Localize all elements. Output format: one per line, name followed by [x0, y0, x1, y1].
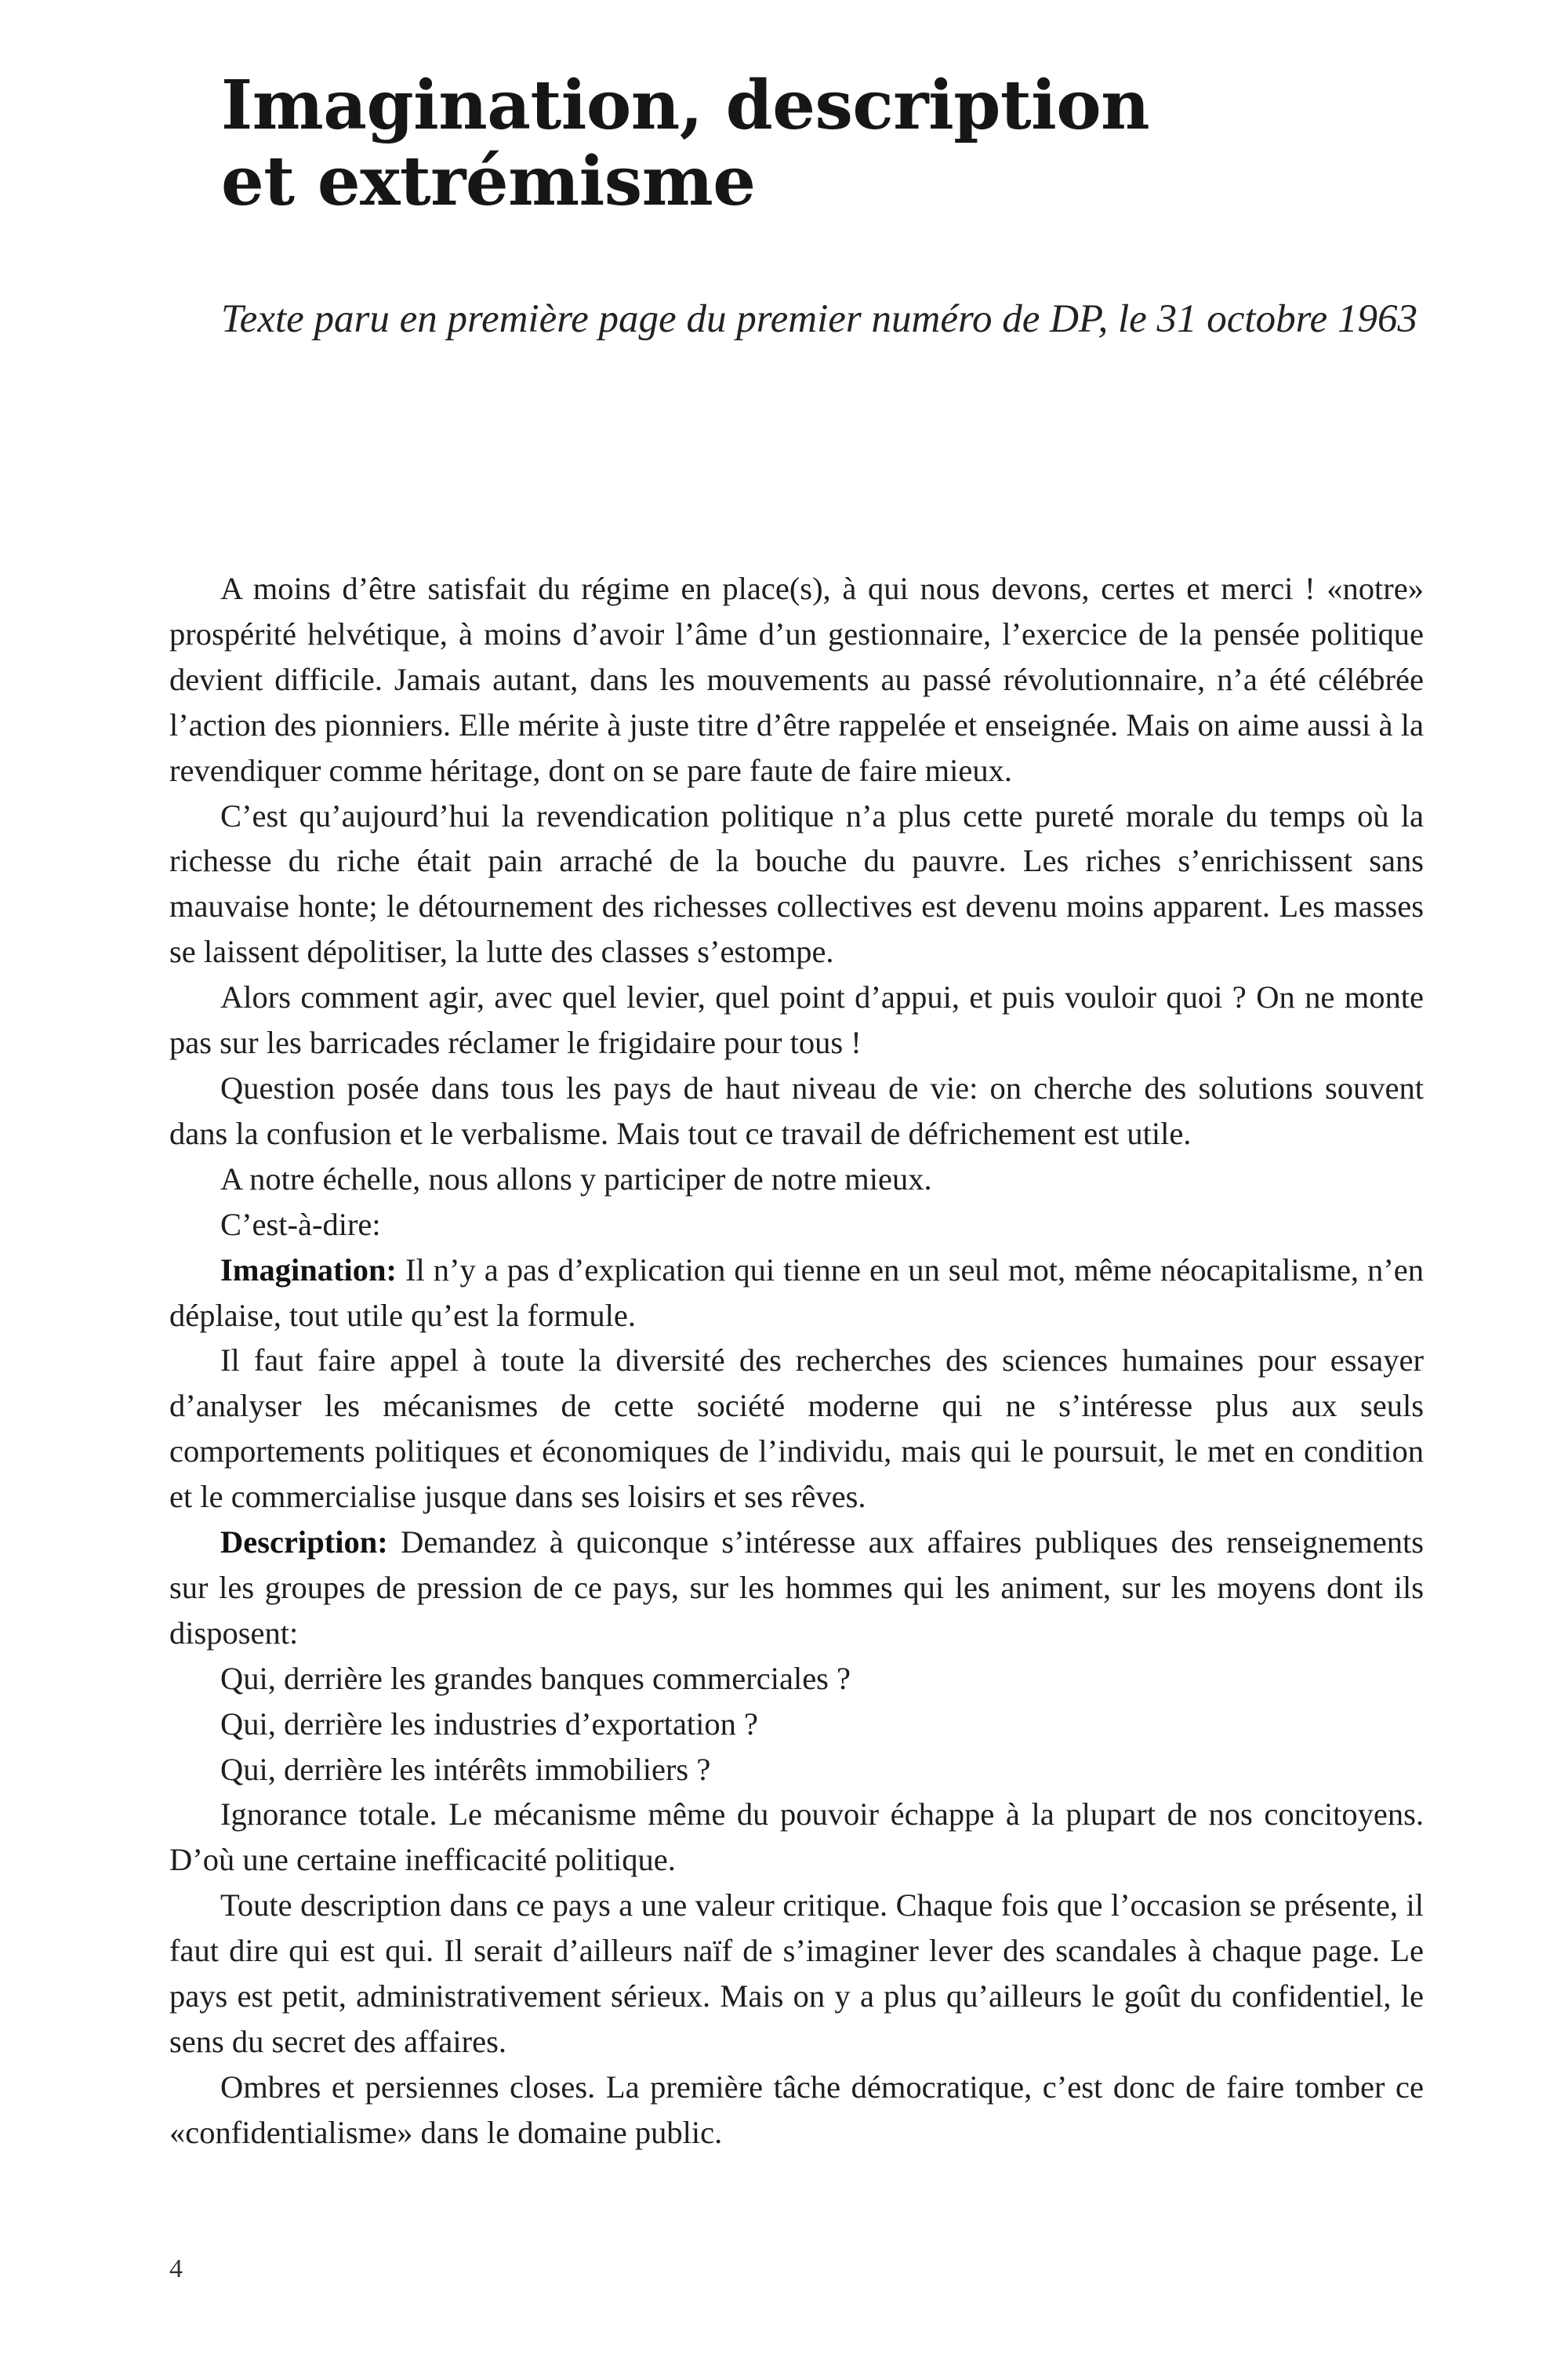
paragraph-imagination: Imagination: Il n’y a pas d’explication qui tienne en un seul mot, même néocapitalisme, n’en déplaise, tout utile qu’est la formule.: [169, 1251, 1424, 1333]
article-subtitle: Texte paru en première page du premier numéro de DP, le 31 octobre 1963: [221, 297, 1417, 341]
paragraph-1: A moins d’être satisfait du régime en place(s), à qui nous devons, certes et merci ! «notre» prospérité helvétique, à moins d’avoir l’âme d’un gestionnaire, l’exercice de la pensée politique devient difficile. Jamais autant, dans les mouvements au passé révolutionnaire, n’a été célébrée l’action des pionniers. Elle mérite à juste titre d’être rappelée et enseignée. Mais on aime aussi à la revendiquer comme héritage, dont on se pare faute de faire mieux.: [169, 571, 1424, 788]
paragraph-11: Qui, derrière les industries d’exportation ?: [220, 1705, 759, 1742]
paragraph-8: Il faut faire appel à toute la diversité des recherches des sciences humaines pour essayer d’analyser les mécanismes de cette société moderne qui ne s’intéresse plus aux seuls comportements politiques et économiques de l’individu, mais qui le poursuit, le met en condition et le commercialise jusque dans ses loisirs et ses rêves.: [169, 1342, 1424, 1515]
article-title: [221, 67, 1475, 220]
title-line-1: Imagination, description: [221, 66, 1150, 145]
paragraph-15: Ombres et persiennes closes. La première tâche démocratique, c’est donc de faire tomber ce «confidentialisme» dans le domaine public.: [169, 2069, 1424, 2150]
article-body: [169, 566, 1424, 2156]
paragraph-6: C’est-à-dire:: [220, 1206, 381, 1242]
lead-description: Description:: [220, 1524, 388, 1560]
page-number: 4: [169, 2254, 183, 2283]
paragraph-3: Alors comment agir, avec quel levier, quel point d’appui, et puis vouloir quoi ? On ne monte pas sur les barricades réclamer le frigidaire pour tous !: [169, 979, 1424, 1061]
title-line-2: et extrémisme: [221, 142, 756, 221]
paragraph-5: A notre échelle, nous allons y participer de notre mieux.: [220, 1161, 932, 1197]
paragraph-description: Description: Demandez à quiconque s’intéresse aux affaires publiques des renseignements sur les groupes de pression de ce pays, sur les hommes qui les animent, sur les moyens dont ils disposent:: [169, 1524, 1424, 1651]
paragraph-10: Qui, derrière les grandes banques commerciales ?: [220, 1660, 851, 1696]
paragraph-4: Question posée dans tous les pays de haut niveau de vie: on cherche des solutions souvent dans la confusion et le verbalisme. Mais tout ce travail de défrichement est utile.: [169, 1070, 1424, 1151]
paragraph-12: Qui, derrière les intérêts immobiliers ?: [220, 1751, 711, 1787]
paragraph-2: C’est qu’aujourd’hui la revendication politique n’a plus cette pureté morale du temps où la richesse du riche était pain arraché de la bouche du pauvre. Les riches s’enrichissent sans mauvaise honte; le détournement des richesses collectives est devenu moins apparent. Les masses se laissent dépolitiser, la lutte des classes s’estompe.: [169, 797, 1424, 970]
paragraph-14: Toute description dans ce pays a une valeur critique. Chaque fois que l’occasion se présente, il faut dire qui est qui. Il serait d’ailleurs naïf de s’imaginer lever des scandales à chaque page. Le pays est petit, administrativement sérieux. Mais on y a plus qu’ailleurs le goût du confidentiel, le sens du secret des affaires.: [169, 1887, 1424, 2059]
lead-imagination: Imagination:: [220, 1251, 397, 1288]
paragraph-13: Ignorance totale. Le mécanisme même du pouvoir échappe à la plupart de nos concitoyens. D’où une certaine inefficacité politique.: [169, 1796, 1424, 1878]
